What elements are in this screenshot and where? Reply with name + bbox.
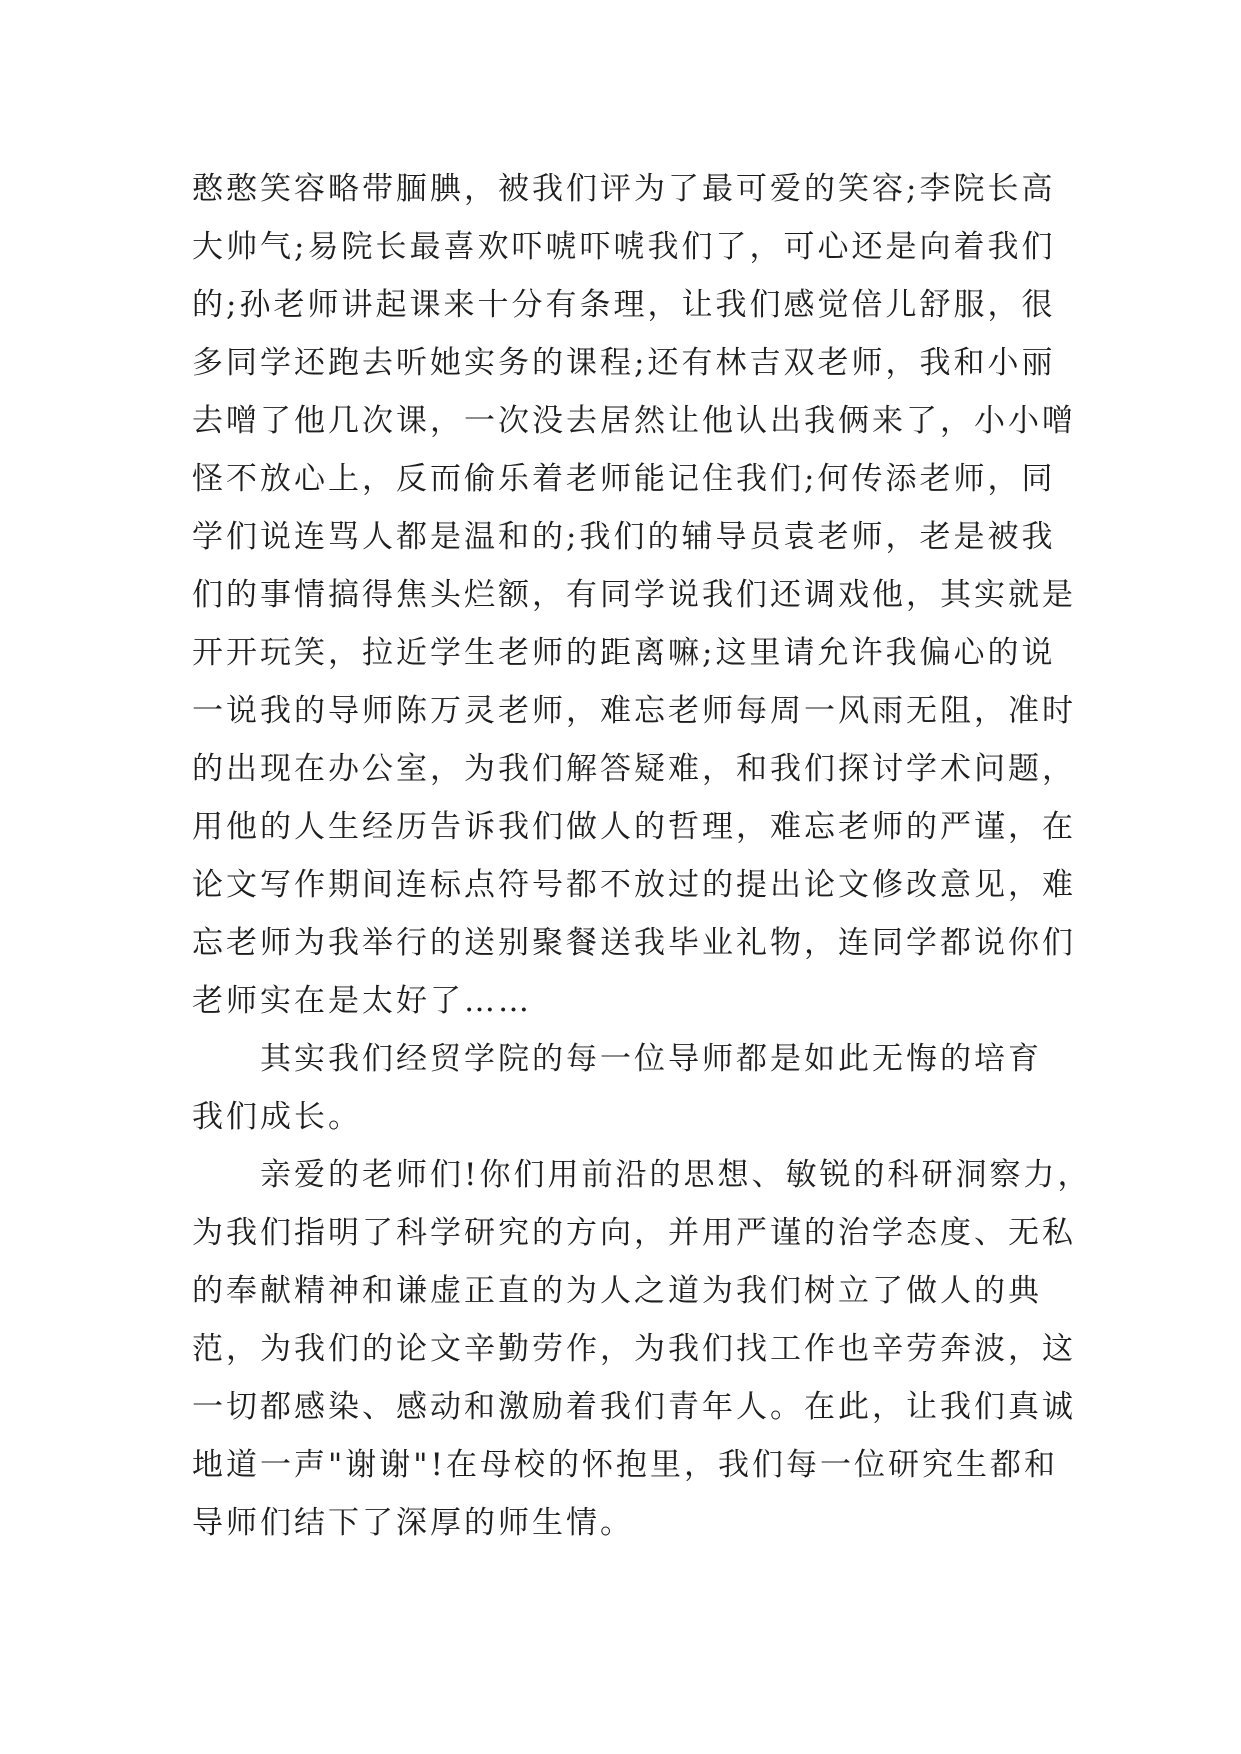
text-line: 多同学还跑去听她实务的课程;还有林吉双老师，我和小丽: [192, 345, 1056, 381]
text-line: 大帅气;易院长最喜欢吓唬吓唬我们了，可心还是向着我们: [192, 229, 1056, 265]
text-line: 怪不放心上，反而偷乐着老师能记住我们;何传添老师，同: [192, 461, 1056, 497]
text-line: 我们成长。: [192, 1099, 362, 1135]
text-line: 一说我的导师陈万灵老师，难忘老师每周一风雨无阻，准时: [192, 693, 1076, 729]
text-line: 论文写作期间连标点符号都不放过的提出论文修改意见，难: [192, 867, 1076, 903]
text-line: 开开玩笑，拉近学生老师的距离嘛;这里请允许我偏心的说: [192, 635, 1056, 671]
text-line: 老师实在是太好了……: [192, 983, 532, 1019]
text-line: 其实我们经贸学院的每一位导师都是如此无悔的培育: [260, 1041, 1042, 1077]
text-line: 的出现在办公室，为我们解答疑难，和我们探讨学术问题，: [192, 751, 1076, 787]
text-line: 导师们结下了深厚的师生情。: [192, 1505, 634, 1541]
text-line: 的;孙老师讲起课来十分有条理，让我们感觉倍儿舒服，很: [192, 287, 1056, 323]
text-line: 去噌了他几次课，一次没去居然让他认出我俩来了，小小噌: [192, 403, 1076, 439]
text-line: 一切都感染、感动和激励着我们青年人。在此，让我们真诚: [192, 1389, 1076, 1425]
paragraph-every-mentor: [192, 1030, 1052, 1146]
text-line: 地道一声"谢谢"!在母校的怀抱里，我们每一位研究生都和: [192, 1447, 1058, 1483]
paragraph-thanks-teachers: [192, 1146, 1092, 1552]
text-line: 的奉献精神和谦虚正直的为人之道为我们树立了做人的典: [192, 1273, 1042, 1309]
text-line: 们的事情搞得焦头烂额，有同学说我们还调戏他，其实就是: [192, 577, 1076, 613]
text-line: 用他的人生经历告诉我们做人的哲理，难忘老师的严谨，在: [192, 809, 1076, 845]
text-line: 范，为我们的论文辛勤劳作，为我们找工作也辛劳奔波，这: [192, 1331, 1076, 1367]
text-line: 忘老师为我举行的送别聚餐送我毕业礼物，连同学都说你们: [192, 925, 1076, 961]
document-body: [192, 160, 1092, 1552]
text-line: 学们说连骂人都是温和的;我们的辅导员袁老师，老是被我: [192, 519, 1056, 555]
text-line: 憨憨笑容略带腼腆，被我们评为了最可爱的笑容;李院长高: [192, 171, 1056, 207]
text-line: 为我们指明了科学研究的方向，并用严谨的治学态度、无私: [192, 1215, 1076, 1251]
paragraph-teachers-memories: [192, 160, 1076, 1030]
text-line: 亲爱的老师们!你们用前沿的思想、敏锐的科研洞察力，: [260, 1157, 1092, 1193]
